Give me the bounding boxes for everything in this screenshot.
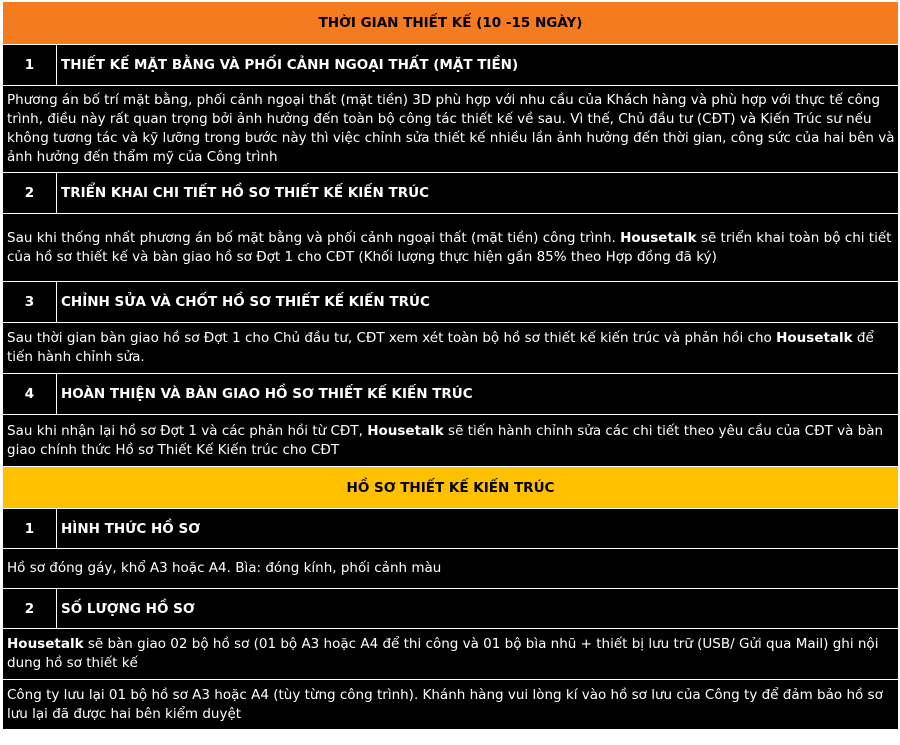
step-body [3, 86, 899, 173]
step-title: CHỈNH SỬA VÀ CHỐT HỒ SƠ THIẾT KẾ KIẾN TRÚC [57, 282, 899, 323]
step-title: THIẾT KẾ MẶT BẰNG VÀ PHỐI CẢNH NGOẠI THẤT (MẶT TIỀN) [57, 45, 899, 86]
step-body [3, 415, 899, 467]
item-body [3, 629, 899, 680]
item-header [3, 589, 899, 629]
step-number: 4 [3, 374, 57, 415]
step-number: 3 [3, 282, 57, 323]
brand-name: Housetalk [367, 422, 444, 439]
brand-name: Housetalk [776, 330, 853, 346]
brand-name: Housetalk [7, 636, 84, 652]
item-title: SỐ LƯỢNG HỒ SƠ [57, 589, 899, 629]
section-banner-design-time [3, 2, 899, 45]
step-header [3, 282, 899, 323]
step-header [3, 374, 899, 415]
item-title: HÌNH THỨC HỒ SƠ [57, 509, 899, 549]
step-number: 2 [3, 173, 57, 214]
section-title: HỒ SƠ THIẾT KẾ KIẾN TRÚC [3, 467, 899, 509]
brand-name: Housetalk [620, 229, 697, 246]
step-body [3, 214, 899, 282]
item-number: 2 [3, 589, 57, 629]
step-description: Sau thời gian bàn giao hồ sơ Đợt 1 cho Chủ đầu tư, CĐT xem xét toàn bộ hồ sơ thiết kế kiến trúc và phản hồi cho Housetalk để tiến hành chỉnh sửa. [3, 323, 899, 374]
step-header [3, 173, 899, 214]
step-description: Sau khi thống nhất phương án bố mặt bằng và phối cảnh ngoại thất (mặt tiền) công trình. Housetalk sẽ triển khai toàn bộ chi tiết của hồ sơ thiết kế và bàn giao hồ sơ Đợt 1 cho CĐT (Khối lượng thực hiện gần 85% theo Hợp đồng đã ký) [3, 214, 899, 282]
item-description: Hồ sơ đóng gáy, khổ A3 hoặc A4. Bìa: đóng kính, phối cảnh màu [3, 549, 899, 589]
step-header [3, 45, 899, 86]
item-header [3, 509, 899, 549]
item-body-note [3, 680, 899, 730]
design-process-table [2, 1, 899, 730]
step-body [3, 323, 899, 374]
step-title: HOÀN THIỆN VÀ BÀN GIAO HỒ SƠ THIẾT KẾ KIẾN TRÚC [57, 374, 899, 415]
item-body [3, 549, 899, 589]
step-number: 1 [3, 45, 57, 86]
item-number: 1 [3, 509, 57, 549]
step-description: Phương án bố trí mặt bằng, phối cảnh ngoại thất (mặt tiền) 3D phù hợp với nhu cầu của Khách hàng và phù hợp với thực tế công trình, điều này rất quan trọng bởi ảnh hưởng đến toàn bộ công tác thiết kế về sau. Vì thế, Chủ đầu tư (CĐT) và Kiến Trúc sư nếu không tương tác và kỹ lưỡng trong bước này thì việc chỉnh sửa thiết kế nhiều lần ảnh hưởng đến thời gian, công sức của hai bên và ảnh hưởng đến thẩm mỹ của Công trình [3, 86, 899, 173]
item-note: Công ty lưu lại 01 bộ hồ sơ A3 hoặc A4 (tùy từng công trình). Khánh hàng vui lòng kí vào hồ sơ lưu của Công ty để đảm bảo hồ sơ lưu lại đã được hai bên kiểm duyệt [3, 680, 899, 730]
item-description: Housetalk sẽ bàn giao 02 bộ hồ sơ (01 bộ A3 hoặc A4 để thi công và 01 bộ bìa nhũ + thiết bị lưu trữ (USB/ Gửi qua Mail) ghi nội dung hồ sơ thiết kế [3, 629, 899, 680]
section-title: THỜI GIAN THIẾT KẾ (10 -15 NGÀY) [3, 2, 899, 45]
step-title: TRIỂN KHAI CHI TIẾT HỒ SƠ THIẾT KẾ KIẾN TRÚC [57, 173, 899, 214]
section-banner-architecture-dossier [3, 467, 899, 509]
step-description: Sau khi nhận lại hồ sơ Đợt 1 và các phản hồi từ CĐT, Housetalk sẽ tiến hành chỉnh sửa các chi tiết theo yêu cầu của CĐT và bàn giao chính thức Hồ sơ Thiết Kế Kiến trúc cho CĐT [3, 415, 899, 467]
